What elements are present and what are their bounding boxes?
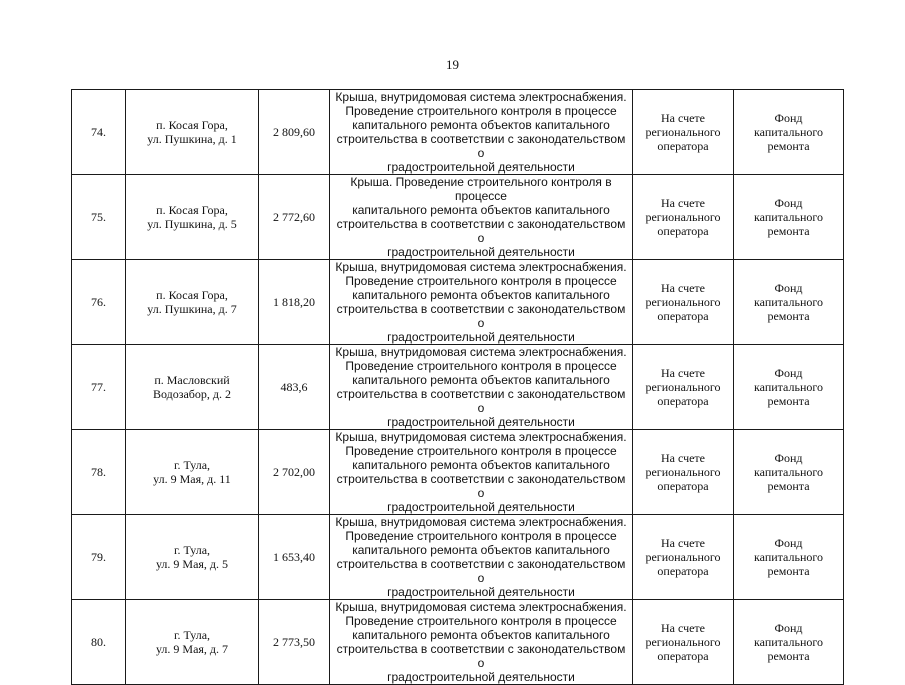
- fund-cell: Фонд капитального ремонта: [734, 430, 844, 515]
- fund-cell: Фонд капитального ремонта: [734, 90, 844, 175]
- row-number: 76.: [72, 260, 126, 345]
- works-cell: Крыша, внутридомовая система электроснабжения. Проведение строительного контроля в процессе капитального ремонта объектов капитального строительства в соответствии с законодательством о градостроительной деятельности: [330, 345, 633, 430]
- page-number: 19: [446, 57, 459, 72]
- row-number: 74.: [72, 90, 126, 175]
- works-cell: Крыша. Проведение строительного контроля в процессе капитального ремонта объектов капитального строительства в соответствии с законодательством о градостроительной деятельности: [330, 175, 633, 260]
- fund-cell: Фонд капитального ремонта: [734, 345, 844, 430]
- table-row: [72, 90, 844, 175]
- address-cell: п. Косая Гора, ул. Пушкина, д. 1: [126, 90, 259, 175]
- area-cell: 2 809,60: [259, 90, 330, 175]
- table-row: [72, 600, 844, 685]
- capital-repair-table: [71, 89, 844, 685]
- works-cell: Крыша, внутридомовая система электроснабжения. Проведение строительного контроля в процессе капитального ремонта объектов капитального строительства в соответствии с законодательством о градостроительной деятельности: [330, 515, 633, 600]
- area-cell: 2 772,60: [259, 175, 330, 260]
- account-cell: На счете регионального оператора: [633, 90, 734, 175]
- area-cell: 483,6: [259, 345, 330, 430]
- address-cell: п. Косая Гора, ул. Пушкина, д. 5: [126, 175, 259, 260]
- address-cell: г. Тула, ул. 9 Мая, д. 11: [126, 430, 259, 515]
- table-row: [72, 175, 844, 260]
- works-cell: Крыша, внутридомовая система электроснабжения. Проведение строительного контроля в процессе капитального ремонта объектов капитального строительства в соответствии с законодательством о градостроительной деятельности: [330, 260, 633, 345]
- account-cell: На счете регионального оператора: [633, 430, 734, 515]
- table-row: [72, 345, 844, 430]
- account-cell: На счете регионального оператора: [633, 600, 734, 685]
- area-cell: 1 818,20: [259, 260, 330, 345]
- address-cell: п. Масловский Водозабор, д. 2: [126, 345, 259, 430]
- area-cell: 2 702,00: [259, 430, 330, 515]
- area-cell: 1 653,40: [259, 515, 330, 600]
- table-row: [72, 515, 844, 600]
- table-row: [72, 260, 844, 345]
- account-cell: На счете регионального оператора: [633, 345, 734, 430]
- account-cell: На счете регионального оператора: [633, 260, 734, 345]
- works-cell: Крыша, внутридомовая система электроснабжения. Проведение строительного контроля в процессе капитального ремонта объектов капитального строительства в соответствии с законодательством о градостроительной деятельности: [330, 600, 633, 685]
- works-cell: Крыша, внутридомовая система электроснабжения. Проведение строительного контроля в процессе капитального ремонта объектов капитального строительства в соответствии с законодательством о градостроительной деятельности: [330, 430, 633, 515]
- row-number: 77.: [72, 345, 126, 430]
- row-number: 80.: [72, 600, 126, 685]
- fund-cell: Фонд капитального ремонта: [734, 515, 844, 600]
- row-number: 79.: [72, 515, 126, 600]
- row-number: 75.: [72, 175, 126, 260]
- fund-cell: Фонд капитального ремонта: [734, 260, 844, 345]
- works-cell: Крыша, внутридомовая система электроснабжения. Проведение строительного контроля в процессе капитального ремонта объектов капитального строительства в соответствии с законодательством о градостроительной деятельности: [330, 90, 633, 175]
- row-number: 78.: [72, 430, 126, 515]
- account-cell: На счете регионального оператора: [633, 515, 734, 600]
- address-cell: г. Тула, ул. 9 Мая, д. 5: [126, 515, 259, 600]
- address-cell: п. Косая Гора, ул. Пушкина, д. 7: [126, 260, 259, 345]
- table-row: [72, 430, 844, 515]
- fund-cell: Фонд капитального ремонта: [734, 175, 844, 260]
- address-cell: г. Тула, ул. 9 Мая, д. 7: [126, 600, 259, 685]
- area-cell: 2 773,50: [259, 600, 330, 685]
- account-cell: На счете регионального оператора: [633, 175, 734, 260]
- fund-cell: Фонд капитального ремонта: [734, 600, 844, 685]
